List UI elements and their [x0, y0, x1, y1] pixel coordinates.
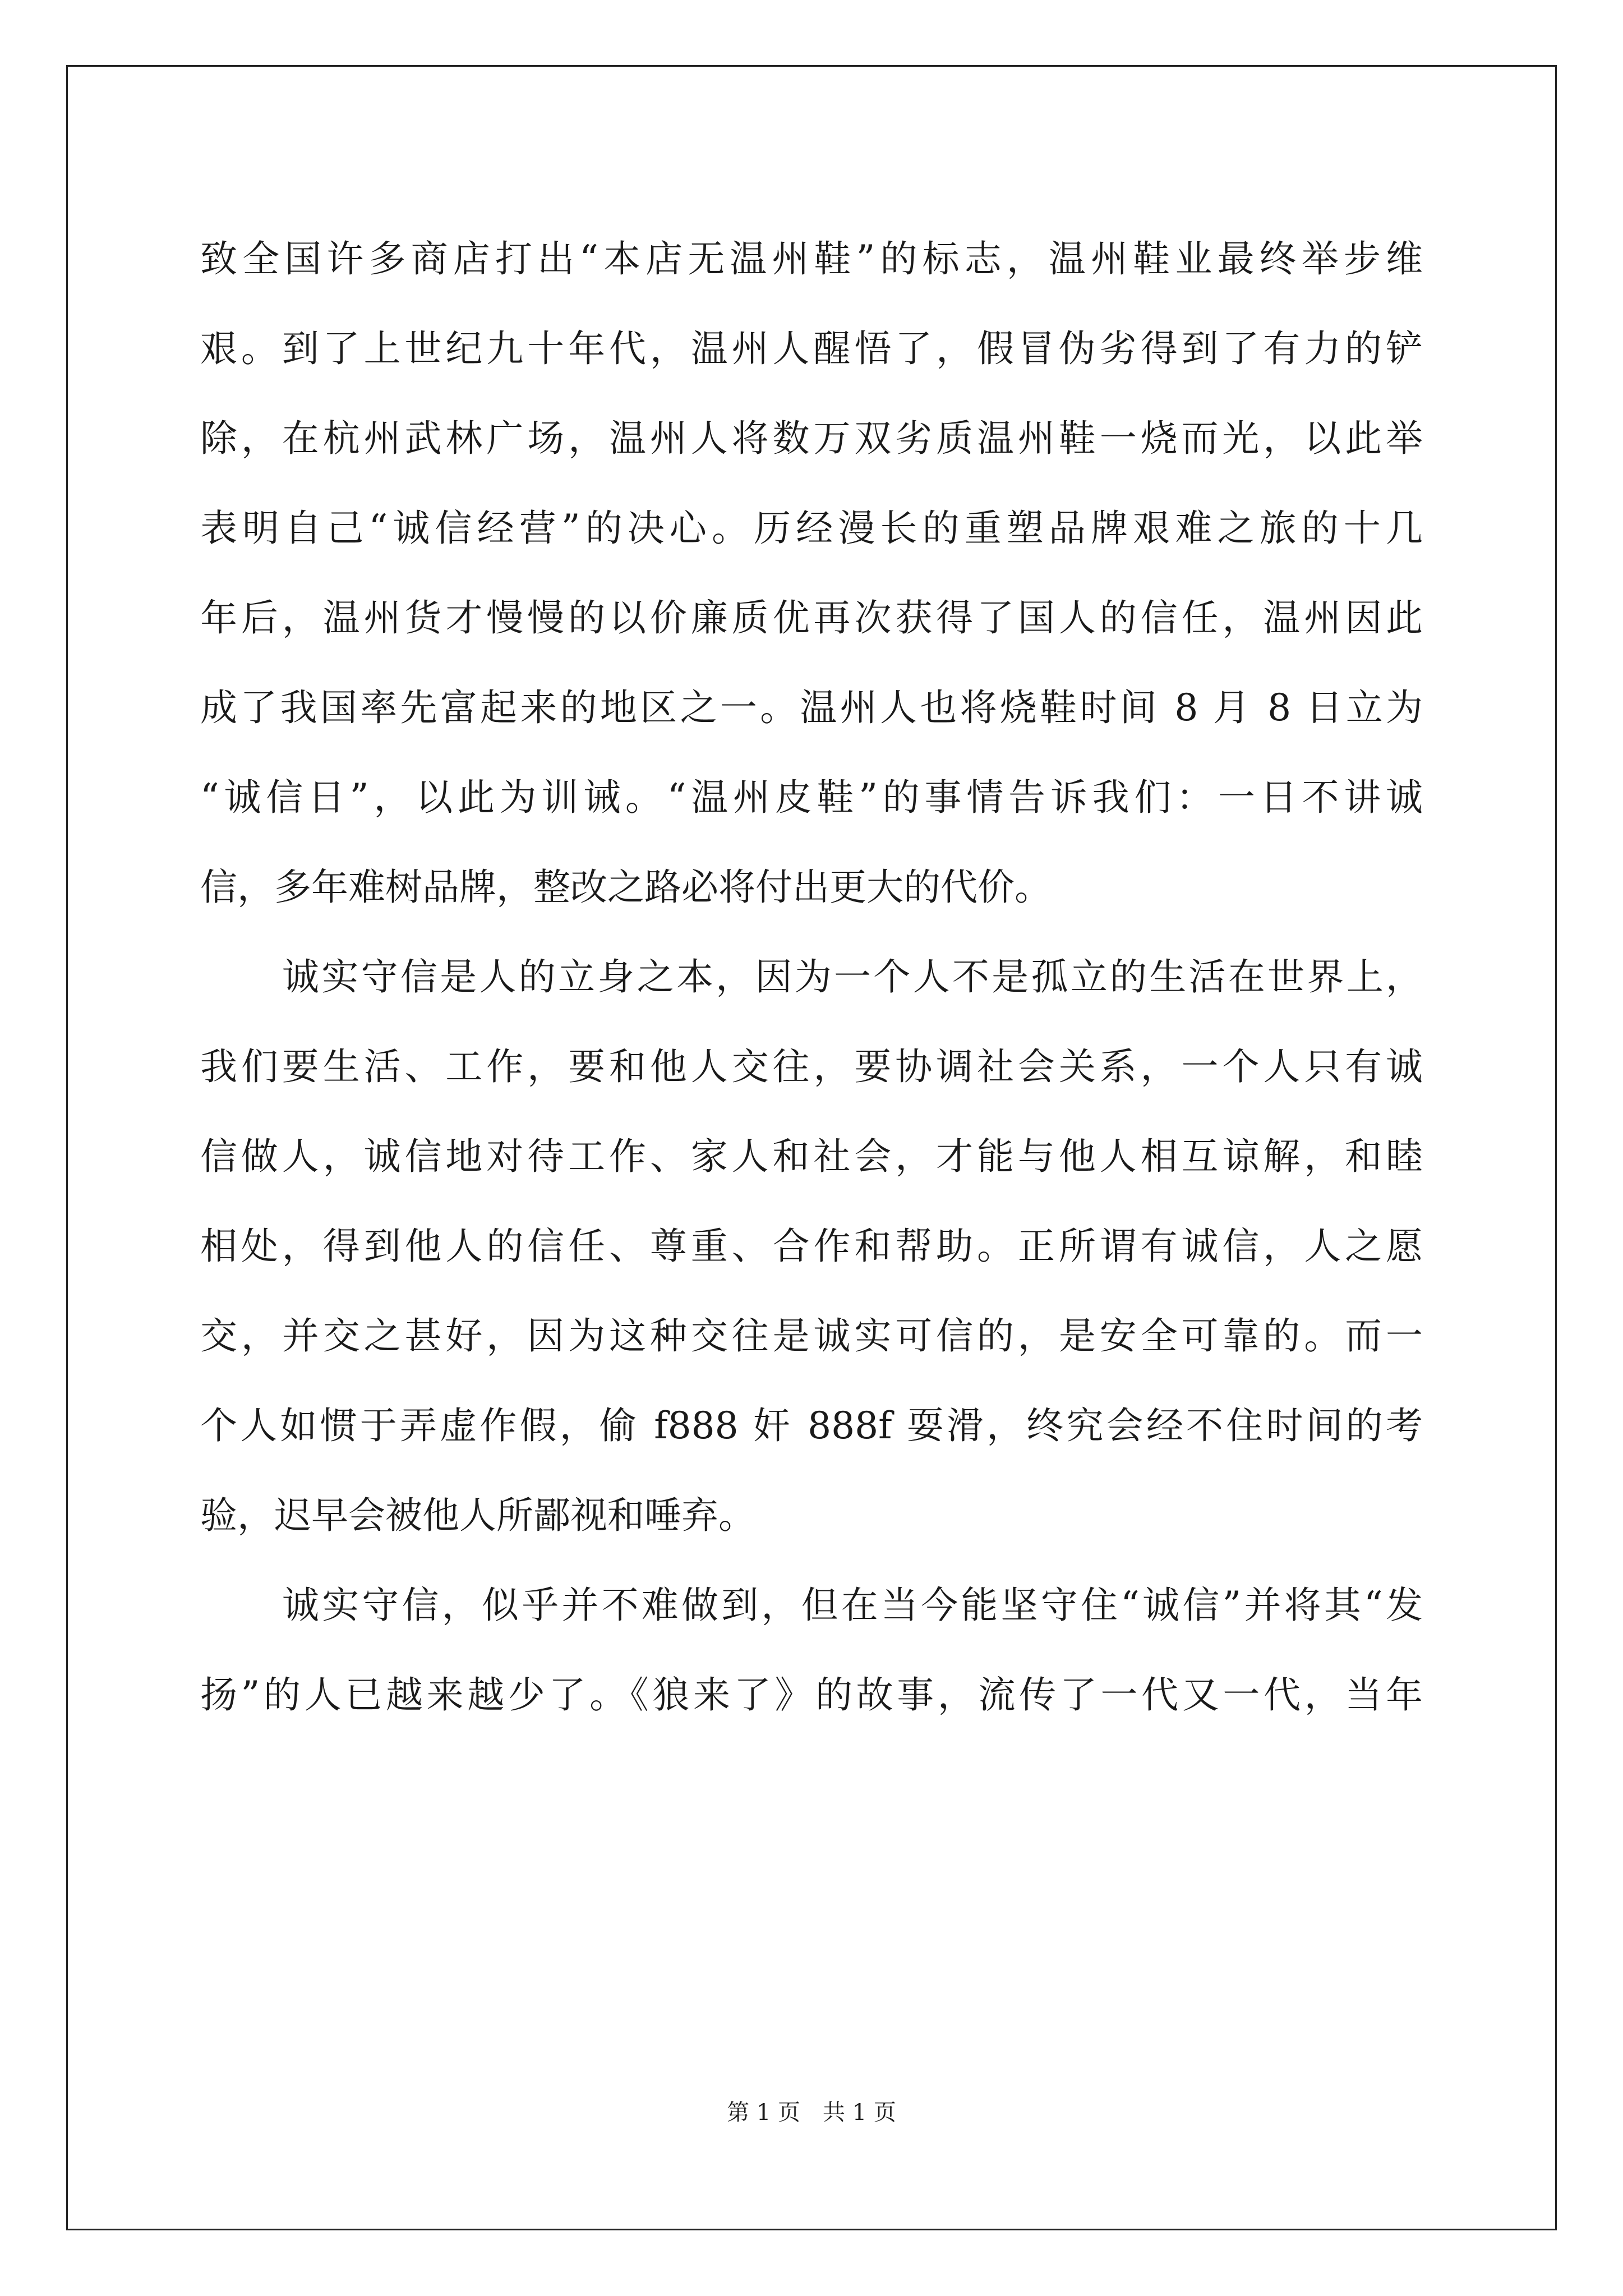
- page-footer: 第 1 页 共 1 页: [727, 2100, 896, 2125]
- text-line: 验，迟早会被他人所鄙视和唾弃。: [200, 1494, 755, 1537]
- paragraph-first-line: 诚实守信是人的立身之本，因为一个人不是孤立的生活在世界上，: [282, 955, 1423, 999]
- text-line: 致全国许多商店打出“本店无温州鞋”的标志，温州鞋业最终举步维: [200, 237, 1423, 280]
- text-line: 信做人，诚信地对待工作、家人和社会，才能与他人相互谅解，和睦: [200, 1135, 1423, 1178]
- text-line: 信，多年难树品牌，整改之路必将付出更大的代价。: [200, 866, 1052, 909]
- text-line: 扬”的人已越来越少了。《狼来了》的故事，流传了一代又一代，当年: [200, 1673, 1423, 1717]
- text-line: “诚信日”，以此为训诫。“温州皮鞋”的事情告诉我们：一日不讲诚: [200, 776, 1423, 819]
- text-line: 艰。到了上世纪九十年代，温州人醒悟了，假冒伪劣得到了有力的铲: [200, 327, 1423, 370]
- text-line: 个人如惯于弄虚作假，偷 f888 奸 888f 耍滑，终究会经不住时间的考: [200, 1404, 1423, 1447]
- text-line: 除，在杭州武林广场，温州人将数万双劣质温州鞋一烧而光，以此举: [200, 417, 1423, 460]
- text-line: 相处，得到他人的信任、尊重、合作和帮助。正所谓有诚信，人之愿: [200, 1225, 1423, 1268]
- text-line: 交，并交之甚好，因为这种交往是诚实可信的，是安全可靠的。而一: [200, 1314, 1423, 1358]
- document-body: [200, 214, 1423, 1740]
- text-line: 我们要生活、工作，要和他人交往，要协调社会关系，一个人只有诚: [200, 1045, 1423, 1088]
- text-line: 成了我国率先富起来的地区之一。温州人也将烧鞋时间 8 月 8 日立为: [200, 686, 1423, 729]
- paragraph-first-line: 诚实守信，似乎并不难做到，但在当今能坚守住“诚信”并将其“发: [282, 1584, 1423, 1627]
- text-line: 表明自己“诚信经营”的决心。历经漫长的重塑品牌艰难之旅的十几: [200, 507, 1423, 550]
- text-line: 年后，温州货才慢慢的以价廉质优再次获得了国人的信任，温州因此: [200, 596, 1423, 639]
